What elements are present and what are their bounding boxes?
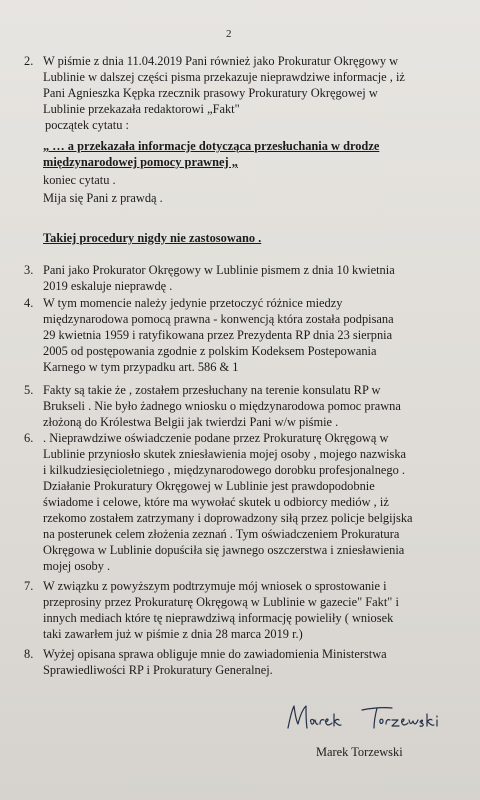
item-8-line: Sprawiedliwości RP i Prokuratury Generalnej. <box>43 663 273 677</box>
item-4-line: 2005 od postępowania zgodnie z polskim Kodeksem Postepowania <box>43 344 377 358</box>
quote-line: „ … a przekazała informacje dotycząca przesłuchania w drodze <box>43 139 380 153</box>
item-7-text <box>43 578 399 642</box>
item-6-line: świadome i celowe, które ma wywołać skutek u odbiorcy mediów , iż <box>43 495 389 509</box>
item-2-line: początek cytatu : <box>45 118 129 132</box>
item-3-number: 3. <box>24 263 34 277</box>
signatory-name: Marek Torzewski <box>316 745 403 759</box>
item-3-line: Pani jako Prokurator Okręgowy w Lublinie pismem z dnia 10 kwietnia <box>43 263 395 277</box>
item-3-text <box>43 262 395 294</box>
item-2-number: 2. <box>24 54 34 68</box>
item-8-text <box>43 646 387 678</box>
item-6-line: Działanie Prokuratury Okręgowej w Lublinie jest prawdopodobnie <box>43 479 375 493</box>
item-2-line: koniec cytatu . <box>43 173 116 187</box>
item-6-line: mojej osoby . <box>43 559 111 573</box>
item-4-line: 29 kwietnia 1959 i ratyfikowana przez Prezydenta RP dnia 23 sierpnia <box>43 328 393 342</box>
item-8-line: Wyżej opisana sprawa obliguje mnie do zawiadomienia Ministerstwa <box>43 647 387 661</box>
quote-line: międzynarodowej pomocy prawnej „ <box>43 155 238 169</box>
item-5-number: 5. <box>24 383 34 397</box>
item-2-after <box>43 172 163 206</box>
item-7-line: innych mediach które tę nieprawdziwą informację powieliły ( wniosek <box>43 611 394 625</box>
item-2-line: Mija się Pani z prawdą . <box>43 191 163 205</box>
item-6-line: . Nieprawdziwe oświadczenie podane przez Prokuraturę Okręgową w <box>43 431 389 445</box>
item-7-line: przeprosiny przez Prokuraturę Okręgową w Lublinie w gazecie" Fakt" i <box>43 595 399 609</box>
item-6-line: Lublinie przyniosło skutek zniesławienia mojej osoby , mojego nazwiska <box>43 447 407 461</box>
item-4-line: międzynarodowa pomocą prawna - konwencją która została podpisana <box>43 312 394 326</box>
item-5-line: Fakty są takie że , zostałem przesłuchany na terenie konsulatu RP w <box>43 383 381 397</box>
item-7-line: W związku z powyższym podtrzymuje mój wniosek o sprostowanie i <box>43 579 387 593</box>
item-3-line: 2019 eskaluje nieprawdę . <box>43 279 173 293</box>
item-2-line: W piśmie z dnia 11.04.2019 Pani również jako Prokuratur Okręgowy w <box>43 54 399 68</box>
item-6-line: i kilkudziesięcioletniego , międzynarodowego dorobku profesjonalnego . <box>43 463 405 477</box>
item-2-line: Pani Agnieszka Kępka rzecznik prasowy Prokuratury Okręgowej w <box>43 86 378 100</box>
item-2-line: Lublinie przekazała redaktorowi „Fakt" <box>43 102 240 116</box>
item-4-text <box>43 295 394 375</box>
item-8-number: 8. <box>24 647 34 661</box>
item-2-text <box>43 53 405 133</box>
item-5-text <box>43 382 401 430</box>
item-5-line: złożoną do Królestwa Belgii jak twierdzi Pani w/w piśmie . <box>43 415 339 429</box>
item-6-line: Okręgowa w Lublinie dopuściła się jawnego oszczerstwa i zniesławienia <box>43 543 405 557</box>
item-5-line: Brukseli . Nie było żadnego wniosku o międzynarodowa pomoc prawna <box>43 399 401 413</box>
item-4-line: W tym momencie należy jedynie przetoczyć różnice miedzy <box>43 296 343 310</box>
item-2-line: Lublinie w dalszej części pisma przekazuje nieprawdziwe informacje , iż <box>43 70 405 84</box>
item-4-number: 4. <box>24 296 34 310</box>
handwritten-signature <box>282 700 450 740</box>
item-6-text <box>43 430 413 574</box>
item-7-line: taki zawarłem już w piśmie z dnia 28 marca 2019 r.) <box>43 627 303 641</box>
procedure-note: Takiej procedury nigdy nie zastosowano . <box>43 231 262 245</box>
item-7-number: 7. <box>24 579 34 593</box>
page-number: 2 <box>226 28 232 40</box>
item-6-line: rzekomo zostałem zatrzymany i doprowadzony siłą przez policje belgijska <box>43 511 413 525</box>
item-4-line: Karnego w tym przypadku art. 586 & 1 <box>43 360 239 374</box>
item-2-quote <box>43 138 379 170</box>
item-6-line: na posterunek celem złożenia zeznań . Tym oświadczeniem Prokuratura <box>43 527 400 541</box>
item-6-number: 6. <box>24 431 34 445</box>
